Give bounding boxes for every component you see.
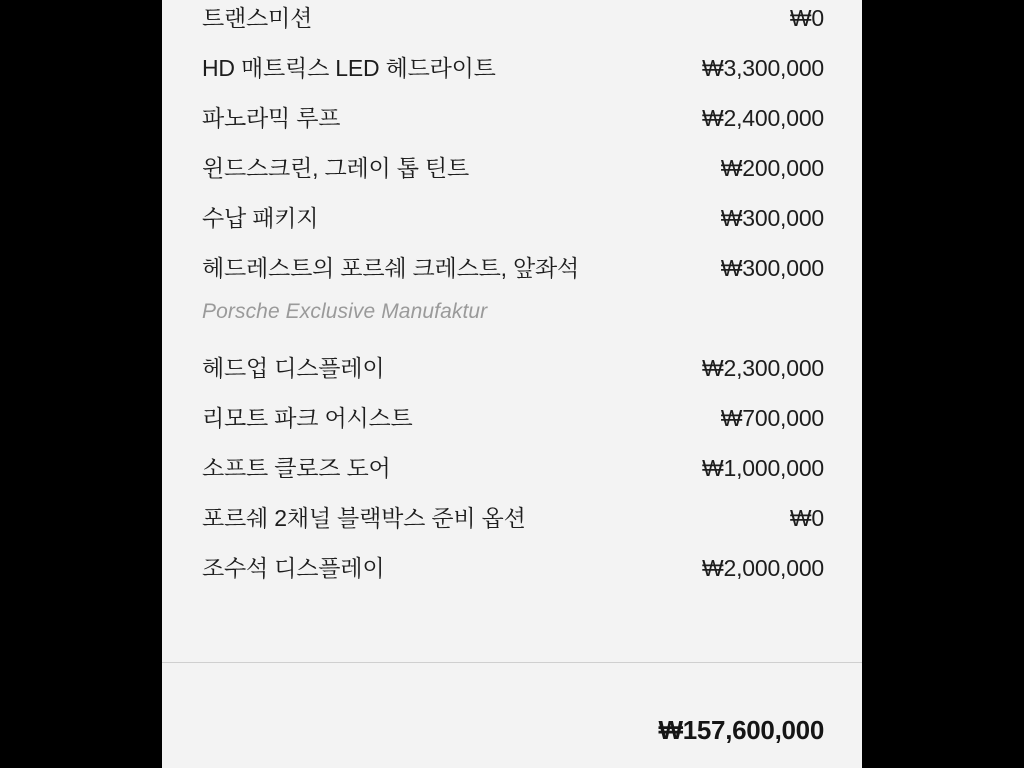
list-item (202, 200, 824, 250)
list-item (202, 500, 824, 550)
option-label: 파노라믹 루프 (202, 105, 341, 131)
list-item (202, 150, 824, 200)
option-price: ₩2,000,000 (701, 555, 824, 581)
letterbox-left (0, 0, 162, 768)
option-price: ₩2,300,000 (701, 355, 824, 381)
option-price: ₩300,000 (720, 255, 824, 281)
option-price: ₩2,400,000 (701, 105, 824, 131)
letterbox-right (862, 0, 1024, 768)
list-item (202, 550, 824, 600)
option-label: 소프트 클로즈 도어 (202, 455, 391, 481)
section-heading: Porsche Exclusive Manufaktur (202, 300, 488, 323)
option-price-document (162, 0, 862, 768)
list-item (202, 350, 824, 400)
list-item (202, 0, 824, 50)
option-price: ₩1,000,000 (701, 455, 824, 481)
list-item (202, 400, 824, 450)
option-price: ₩0 (789, 5, 824, 31)
option-price: ₩0 (789, 505, 824, 531)
option-list (162, 0, 862, 600)
option-label: 수납 패키지 (202, 205, 319, 231)
list-item (202, 250, 824, 300)
option-label: HD 매트릭스 LED 헤드라이트 (202, 55, 496, 81)
option-label: 헤드레스트의 포르쉐 크레스트, 앞좌석 (202, 255, 580, 281)
list-item (202, 50, 824, 100)
option-label: 윈드스크린, 그레이 톱 틴트 (202, 155, 469, 181)
option-price: ₩300,000 (720, 205, 824, 231)
option-label: 포르쉐 2채널 블랙박스 준비 옵션 (202, 505, 526, 531)
total-price: ₩157,600,000 (658, 715, 824, 745)
option-label: 리모트 파크 어시스트 (202, 405, 413, 431)
total-section (162, 663, 862, 768)
option-price: ₩200,000 (720, 155, 824, 181)
option-label: 조수석 디스플레이 (202, 555, 385, 581)
list-item (202, 450, 824, 500)
option-price: ₩700,000 (720, 405, 824, 431)
option-label: 헤드업 디스플레이 (202, 355, 385, 381)
option-label: 트랜스미션 (202, 5, 313, 31)
list-item (202, 100, 824, 150)
option-price: ₩3,300,000 (701, 55, 824, 81)
